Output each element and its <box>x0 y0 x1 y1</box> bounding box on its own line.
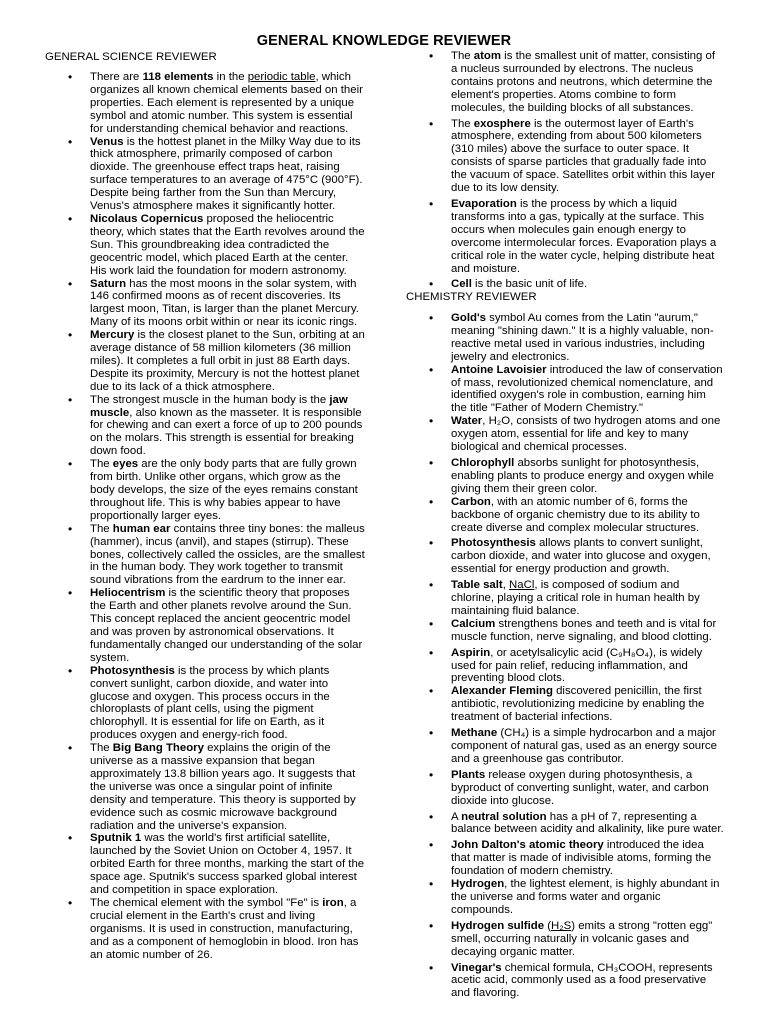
item-text: The chemical element with the symbol "Fe" is <box>90 897 323 909</box>
item-text: The <box>90 522 113 535</box>
item-text: ( <box>544 919 552 932</box>
general-science-list <box>90 71 365 962</box>
list-item <box>451 727 724 766</box>
list-item <box>451 920 724 959</box>
item-text: in the <box>213 71 248 83</box>
list-item <box>90 665 365 742</box>
list-item <box>90 832 365 897</box>
list-item <box>451 579 724 618</box>
list-item <box>451 878 724 917</box>
list-item <box>451 415 724 454</box>
item-keyword: Mercury <box>90 329 135 342</box>
item-text: contains three tiny bones: the malleus (hammer), incus (anvil), and stapes (stirrup). These bones, collectively called the ossicles, are the smallest in the human body. They work together to transmit sound vibrations from the eardrum to the inner ear. <box>90 522 365 587</box>
item-text: explains the origin of the universe as a massive expansion that began approximately 13.8 billion years ago. It suggests that the universe was once a singular point of infinite density and temperature. This theory is supported by evidence such as cosmic microwave background radiation and the universe's expansion. <box>90 742 356 832</box>
item-keyword: Photosynthesis <box>90 664 175 677</box>
list-item <box>451 312 724 364</box>
list-item <box>90 278 365 330</box>
item-keyword: Hydrogen <box>451 878 505 891</box>
item-text: absorbs sunlight for photosynthesis, enabling plants to produce energy and oxygen while giving them their green color. <box>451 456 714 495</box>
item-text: is the hottest planet in the Milky Way due to its thick atmosphere, primarily composed of carbon dioxide. The greenhouse effect traps heat, raising surface temperatures to an average of 475°C (900°F). Despite being farther from the Sun than Mercury, Venus's atmosphere makes it significantly hotter. <box>90 135 363 213</box>
item-text: is the closest planet to the Sun, orbiting at an average distance of 58 million kilometers (36 million miles). It completes a full orbit in just 88 Earth days. Despite its proximity, Mercury is not the hottest planet due to its lack of a thick atmosphere. <box>90 329 365 393</box>
general-science-heading: GENERAL SCIENCE REVIEWER <box>45 51 217 63</box>
item-text: , the lightest element, is highly abundant in the universe and forms water and organic compounds. <box>451 878 720 916</box>
item-text: introduced the idea that matter is made of indivisible atoms, forming the foundation of modern chemistry. <box>451 839 712 878</box>
item-keyword: Chlorophyll <box>451 456 515 469</box>
item-text: chemical formula, CH₃COOH, represents acetic acid, commonly used as a food preservative and flavoring. <box>451 961 713 1000</box>
list-item <box>90 458 365 523</box>
item-text: ) emits a strong "rotten egg" smell, occurring naturally in volcanic gases and decaying organic matter. <box>451 919 713 958</box>
item-text: , with an atomic number of 6, forms the backbone of organic chemistry due to its ability to create diverse and complex molecular structures. <box>451 495 700 534</box>
item-keyword: Saturn <box>90 277 127 290</box>
item-text: (CH₄) is a simple hydrocarbon and a major component of natural gas, used as an energy source and a greenhouse gas contributor. <box>451 727 717 765</box>
item-keyword: Photosynthesis <box>451 537 536 550</box>
item-keyword: Evaporation <box>451 197 517 210</box>
list-item <box>90 742 365 832</box>
item-keyword: Calcium <box>451 617 496 630</box>
item-text: is the outermost layer of Earth's atmosphere, extending from about 500 kilometers (310 miles) above the surface to outer space. It consists of sparse particles that gradually fade into the vacuum of space. Satellites orbit within this layer due to its low density. <box>451 117 716 195</box>
item-keyword: jaw muscle <box>90 393 348 419</box>
item-text: A <box>451 810 462 823</box>
list-item <box>90 897 365 962</box>
list-item <box>451 537 724 576</box>
list-item <box>90 587 365 664</box>
inline-link[interactable]: NaCl <box>509 579 535 592</box>
list-item <box>451 769 724 808</box>
list-item <box>451 618 724 644</box>
list-item <box>451 118 724 195</box>
item-text: has the most moons in the solar system, with 146 confirmed moons as of recent discoveries. Its largest moon, Titan, is larger than the planet Mercury. Many of its moons orbit within or near its iconic rings. <box>90 277 359 329</box>
chemistry-heading: CHEMISTRY REVIEWER <box>406 291 537 303</box>
list-item <box>451 962 724 1001</box>
item-keyword: Alexander Fleming <box>451 685 553 698</box>
list-item <box>451 839 724 878</box>
item-keyword: human ear <box>112 522 171 535</box>
item-text: is the basic unit of life. <box>471 278 588 291</box>
item-text: , or acetylsalicylic acid (C₉H₈O₄), is widely used for pain relief, reducing inflammation, and preventing blood clots. <box>451 646 703 685</box>
document-title: GENERAL KNOWLEDGE REVIEWER <box>256 33 512 49</box>
item-text: The <box>451 117 474 130</box>
item-keyword: John Dalton's atomic theory <box>451 839 604 852</box>
item-keyword: Water <box>451 415 483 428</box>
item-text: is the process by which plants convert sunlight, carbon dioxide, and water into glucose and oxygen. This process occurs in the chloroplasts of plant cells, using the pigment chlorophyll. It is essential for life on Earth, as it produces oxygen and energy-rich food. <box>90 664 330 742</box>
item-keyword: Gold's <box>451 312 486 324</box>
list-item <box>451 811 724 837</box>
item-text: is the scientific theory that proposes the Earth and other planets revolve around the Sun. This concept replaced the ancient geocentric model and was proven by astronomical observations. It fundamentally changed our understanding of the solar system. <box>90 587 363 664</box>
item-keyword: 118 elements <box>142 71 214 83</box>
item-keyword: Hydrogen sulfide <box>451 919 545 932</box>
list-item <box>451 457 724 496</box>
item-keyword: Nicolaus Copernicus <box>90 212 204 225</box>
general-science-list-continued <box>451 50 724 291</box>
list-item <box>451 496 724 535</box>
item-text: , also known as the masseter. It is responsible for chewing and can exert a force of up to 200 pounds on the molars. This strength is essential for breaking down food. <box>90 406 363 458</box>
item-keyword: Venus <box>90 135 124 148</box>
item-keyword: Big Bang Theory <box>112 742 204 755</box>
item-keyword: Methane <box>451 727 498 740</box>
item-text: The strongest muscle in the human body is the <box>90 393 330 406</box>
item-text: introduced the law of conservation of mass, revolutionized chemical nomenclature, and identified oxygen's role in combustion, earning him the title "Father of Modern Chemistry." <box>451 363 723 415</box>
list-item <box>451 685 724 724</box>
item-text: , is composed of sodium and chlorine, playing a critical role in human health by maintaining fluid balance. <box>451 579 700 617</box>
item-text: has a pH of 7, representing a balance between acidity and alkalinity, like pure water. <box>451 810 724 836</box>
item-text: There are <box>90 71 143 83</box>
item-keyword: Heliocentrism <box>90 587 166 600</box>
list-item <box>90 523 365 588</box>
item-keyword: Plants <box>451 768 486 781</box>
item-keyword: Aspirin <box>451 646 491 659</box>
item-keyword: atom <box>473 50 502 62</box>
item-keyword: exosphere <box>473 117 531 130</box>
item-text: is the smallest unit of matter, consisting of a nucleus surrounded by electrons. The nucleus contains protons and neutrons, which determine the element's properties. Atoms combine to form molecules, the building blocks of all substances. <box>451 50 716 114</box>
list-item <box>451 647 724 686</box>
list-item <box>90 329 365 394</box>
item-keyword: neutral solution <box>461 810 547 823</box>
list-item <box>90 136 365 213</box>
item-keyword: eyes <box>112 458 139 471</box>
item-text: allows plants to convert sunlight, carbon dioxide, and water into glucose and oxygen, essential for energy production and growth. <box>451 537 711 576</box>
item-text: are the only body parts that are fully grown from birth. Unlike other organs, which grow as the body develops, the size of the eyes remains constant throughout life. This is why babies appear to have proportionally larger eyes. <box>90 458 358 522</box>
list-item <box>90 213 365 278</box>
item-text: The <box>90 742 113 755</box>
item-text: strengthens bones and teeth and is vital for muscle function, nerve signaling, and blood clotting. <box>451 617 717 643</box>
list-item <box>90 71 365 136</box>
item-keyword: Table salt <box>451 579 503 592</box>
list-item <box>451 364 724 416</box>
item-keyword: Carbon <box>451 495 491 508</box>
list-item <box>451 50 724 115</box>
item-keyword: iron <box>322 897 344 909</box>
item-text: The <box>90 458 113 471</box>
list-item <box>451 198 724 275</box>
item-text: discovered penicillin, the first antibiotic, revolutionizing medicine by enabling the treatment of bacterial infections. <box>451 685 705 724</box>
item-text: is the process by which a liquid transforms into a gas, typically at the surface. This occurs when molecules gain enough energy to overcome intermolecular forces. Evaporation plays a critical role in the water cycle, helping distribute heat and moisture. <box>451 197 717 275</box>
list-item <box>451 278 724 291</box>
item-text: , H₂O, consists of two hydrogen atoms and one oxygen atom, essential for life and key to many biological and chemical processes. <box>451 415 721 454</box>
item-text: , which organizes all known chemical elements based on their properties. Each element is represented by a unique symbol and atomic number. This system is essential for understanding chemical behavior and reactions. <box>90 71 363 135</box>
item-text: release oxygen during photosynthesis, a byproduct of converting sunlight, water, and carbon dioxide into glucose. <box>451 768 709 807</box>
inline-link[interactable]: H₂S <box>551 919 572 932</box>
item-keyword: Sputnik 1 <box>90 832 142 845</box>
item-text: The <box>451 50 474 62</box>
inline-link[interactable]: periodic table <box>247 71 316 83</box>
item-text: , <box>502 579 510 592</box>
item-text: , a crucial element in the Earth's crust and living organisms. It is used in construction, manufacturing, and as a component of hemoglobin in blood. Iron has an atomic number of 26. <box>90 897 359 961</box>
item-text: symbol Au comes from the Latin "aurum," meaning "shining dawn." It is a highly valuable, non-reactive metal used in various industries, including jewelry and electronics. <box>451 312 714 363</box>
item-keyword: Antoine Lavoisier <box>451 363 547 376</box>
chemistry-list <box>451 312 724 1000</box>
item-text: proposed the heliocentric theory, which states that the Earth revolves around the Sun. This groundbreaking idea contradicted the geocentric model, which placed Earth at the center. His work laid the foundation for modern astronomy. <box>90 212 365 277</box>
item-keyword: Vinegar's <box>451 961 502 974</box>
item-text: was the world's first artificial satellite, launched by the Soviet Union on October 4, 1957. It orbited Earth for three months, marking the start of the space age. Sputnik's success sparked global interest and competition in space exploration. <box>90 832 365 897</box>
list-item <box>90 394 365 459</box>
item-keyword: Cell <box>451 278 472 291</box>
